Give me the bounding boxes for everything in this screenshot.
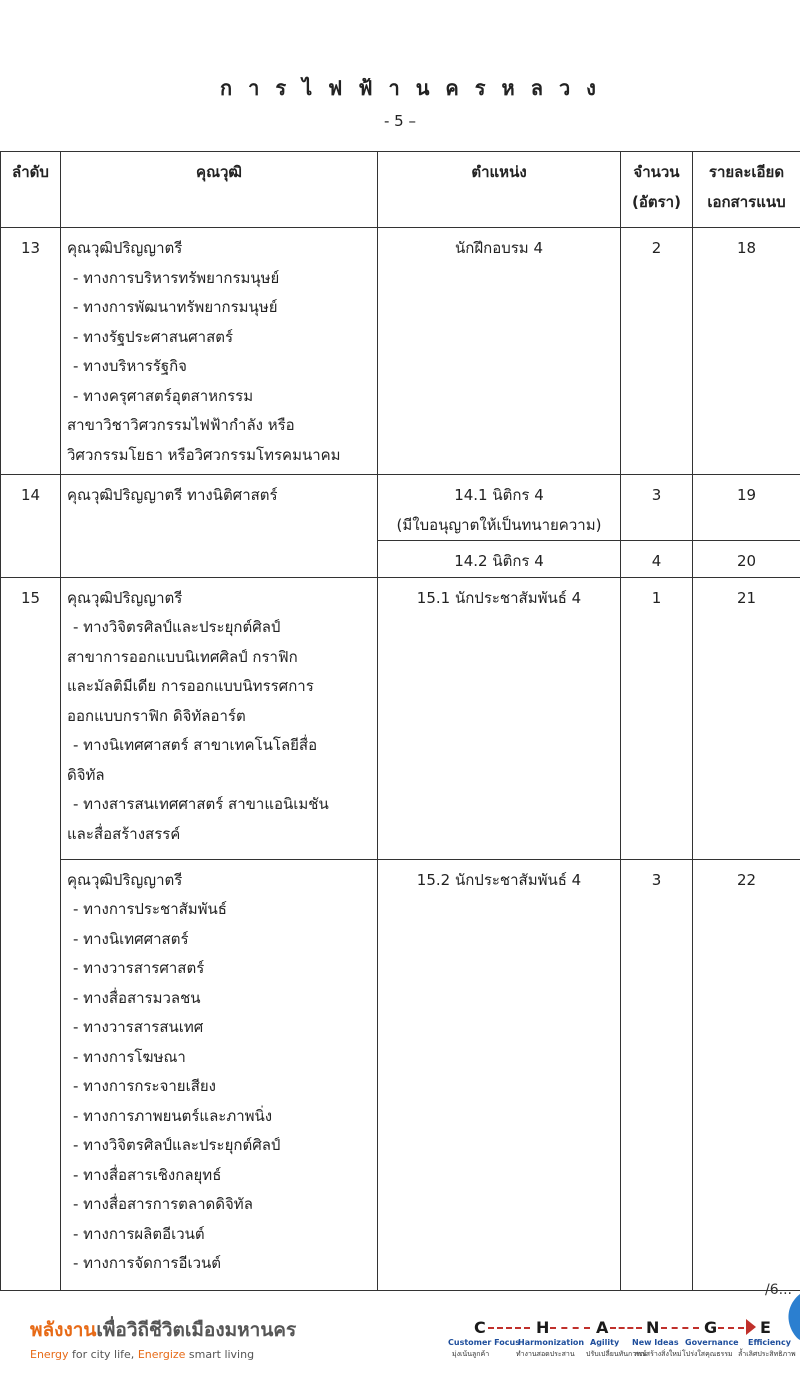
change-label-th: สรรสร้างสิ่งใหม่ [634,1350,682,1358]
table-row [1,475,800,541]
row-qualification [61,577,378,859]
row-count: 3 [621,859,693,1290]
change-label-en: Agility [590,1338,620,1347]
table-header-row [1,152,800,228]
slogan-en-part: smart living [185,1348,255,1361]
change-values-logo [446,1318,800,1368]
change-letter-c: C [474,1318,486,1337]
table-row [1,859,800,1290]
header-count-line1: จำนวน [633,163,680,181]
change-arrow-icon [746,1319,756,1335]
organization-title: การไฟฟ้านครหลวง [220,76,612,100]
qual-line: - ทางการบริหารทรัพยากรมนุษย์ [73,268,280,287]
qual-line: - ทางวิจิตรศิลป์และประยุกต์ศิลป์ [73,618,281,636]
row-attachment: 22 [693,859,800,1290]
qual-line: - ทางสื่อสารมวลชน [73,988,201,1007]
header-attachment-line2: เอกสารแนบ [707,193,786,211]
page-number: - 5 – [384,112,416,130]
qual-line: - ทางการกระจายเสียง [73,1077,216,1095]
footer-slogan [30,1315,296,1361]
change-letter-n: N [646,1318,660,1337]
change-label-en: New Ideas [632,1338,679,1347]
change-label-en: Harmonization [518,1338,585,1347]
qual-line: - ทางนิเทศศาสตร์ สาขาเทคโนโลยีสื่อ [73,736,318,754]
qual-line: ดิจิทัล [67,765,105,784]
change-label-th: มุ่งเน้นลูกค้า [452,1350,490,1358]
change-label-th: ล้ำเลิศประสิทธิภาพ [738,1350,796,1358]
table-row [1,577,800,859]
qual-line: - ทางครุศาสตร์อุตสาหกรรม [73,386,254,405]
qual-line: สาขาวิชาวิศวกรรมไฟฟ้ากำลัง หรือ [67,416,295,434]
slogan-thai-highlight: พลังงาน [30,1319,97,1341]
sub-position-note: (มีใบอนุญาตให้เป็นทนายความ) [396,515,602,534]
row-seq: 14 [1,475,61,578]
qual-line: - ทางการประชาสัมพันธ์ [73,900,227,918]
change-connector [610,1327,642,1329]
qual-line: - ทางรัฐประศาสนศาสตร์ [73,327,234,346]
change-letter-a: A [596,1318,609,1337]
qual-line: - ทางสารสนเทศศาสตร์ สาขาแอนิเมชัน [73,795,329,813]
change-label-en: Efficiency [748,1338,791,1347]
slogan-thai [30,1315,296,1345]
position-table [0,151,800,1291]
qual-line: คุณวุฒิปริญญาตรี ทางนิติศาสตร์ [67,486,278,504]
change-connector [550,1327,590,1329]
header-seq: ลำดับ [1,152,61,228]
row-qualification [61,228,378,475]
slogan-en-part: Energy [30,1348,69,1361]
row-attachment: 19 [693,475,800,541]
header-count-line2: (อัตรา) [632,193,681,211]
qual-line: และมัลติมีเดีย การออกแบบนิทรรศการ [67,677,314,695]
qual-line: คุณวุฒิปริญญาตรี [67,239,183,257]
qual-line: - ทางวารสารสนเทศ [73,1018,204,1036]
qual-line: - ทางการโฆษณา [73,1047,186,1066]
qual-line: ออกแบบกราฟิก ดิจิทัลอาร์ต [67,706,246,725]
qual-line: - ทางวิจิตรศิลป์และประยุกต์ศิลป์ [73,1136,281,1154]
change-letter-g: G [704,1318,718,1337]
qual-line: - ทางนิเทศศาสตร์ [73,929,189,948]
qual-line: - ทางสื่อสารเชิงกลยุทธ์ [73,1165,222,1184]
row-position: นักฝึกอบรม 4 [378,228,621,475]
header-position: ตำแหน่ง [378,152,621,228]
qual-line: - ทางการภาพยนตร์และภาพนิ่ง [73,1106,273,1125]
row-qualification [61,475,378,578]
row-qualification [61,859,378,1290]
next-page-indicator: /6... [765,1282,792,1298]
qual-line: วิศวกรรมโยธา หรือวิศวกรรมโทรคมนาคม [67,445,341,464]
logo-swoosh-icon [784,1292,800,1342]
qual-line: - ทางวารสารศาสตร์ [73,959,205,977]
row-attachment: 21 [693,577,800,859]
row-seq: 13 [1,228,61,475]
row-count: 1 [621,577,693,859]
slogan-en-part: Energize [137,1348,186,1361]
slogan-thai-rest: เพื่อวิถีชีวิตเมืองมหานคร [96,1319,297,1341]
change-label-en: Governance [685,1338,739,1347]
row-attachment: 18 [693,228,800,475]
change-connector [661,1327,699,1329]
change-label-en: Customer Focus [448,1338,520,1347]
qual-line: - ทางการผลิตอีเวนต์ [73,1224,205,1243]
qual-line: - ทางสื่อสารการตลาดดิจิทัล [73,1195,253,1213]
qual-line: สาขาการออกแบบนิเทศศิลป์ กราฟิก [67,647,298,666]
row-position: 14.2 นิติกร 4 [378,541,621,578]
row-count: 4 [621,541,693,578]
row-position: 15.2 นักประชาสัมพันธ์ 4 [378,859,621,1290]
change-letter-e: E [760,1318,771,1337]
slogan-english [30,1348,296,1361]
header-qualification: คุณวุฒิ [61,152,378,228]
row-count: 2 [621,228,693,475]
header-count [621,152,693,228]
change-letter-h: H [536,1318,550,1337]
qual-line: คุณวุฒิปริญญาตรี [67,870,183,889]
header-attachment [693,152,800,228]
change-connector [718,1327,744,1329]
row-seq: 15 [1,577,61,1290]
qual-line: และสื่อสร้างสรรค์ [67,824,181,843]
qual-line: - ทางการพัฒนาทรัพยากรมนุษย์ [73,298,278,316]
change-label-th: ทำงานสอดประสาน [516,1350,575,1358]
change-connector [488,1327,530,1329]
row-attachment: 20 [693,541,800,578]
sub-position: 14.1 นิติกร 4 [454,486,544,504]
change-label-th: โปร่งใสคุณธรรม [682,1350,733,1358]
row-position: 15.1 นักประชาสัมพันธ์ 4 [378,577,621,859]
slogan-en-part: for city life, [68,1348,138,1361]
qual-line: - ทางบริหารรัฐกิจ [73,357,187,375]
qual-line: คุณวุฒิปริญญาตรี [67,588,183,607]
table-row [1,228,800,475]
header-attachment-line1: รายละเอียด [708,163,785,181]
row-position [378,475,621,541]
change-label-th: ปรับเปลี่ยนทันการณ์ [586,1350,647,1358]
row-count: 3 [621,475,693,541]
qual-line: - ทางการจัดการอีเวนต์ [73,1254,222,1272]
